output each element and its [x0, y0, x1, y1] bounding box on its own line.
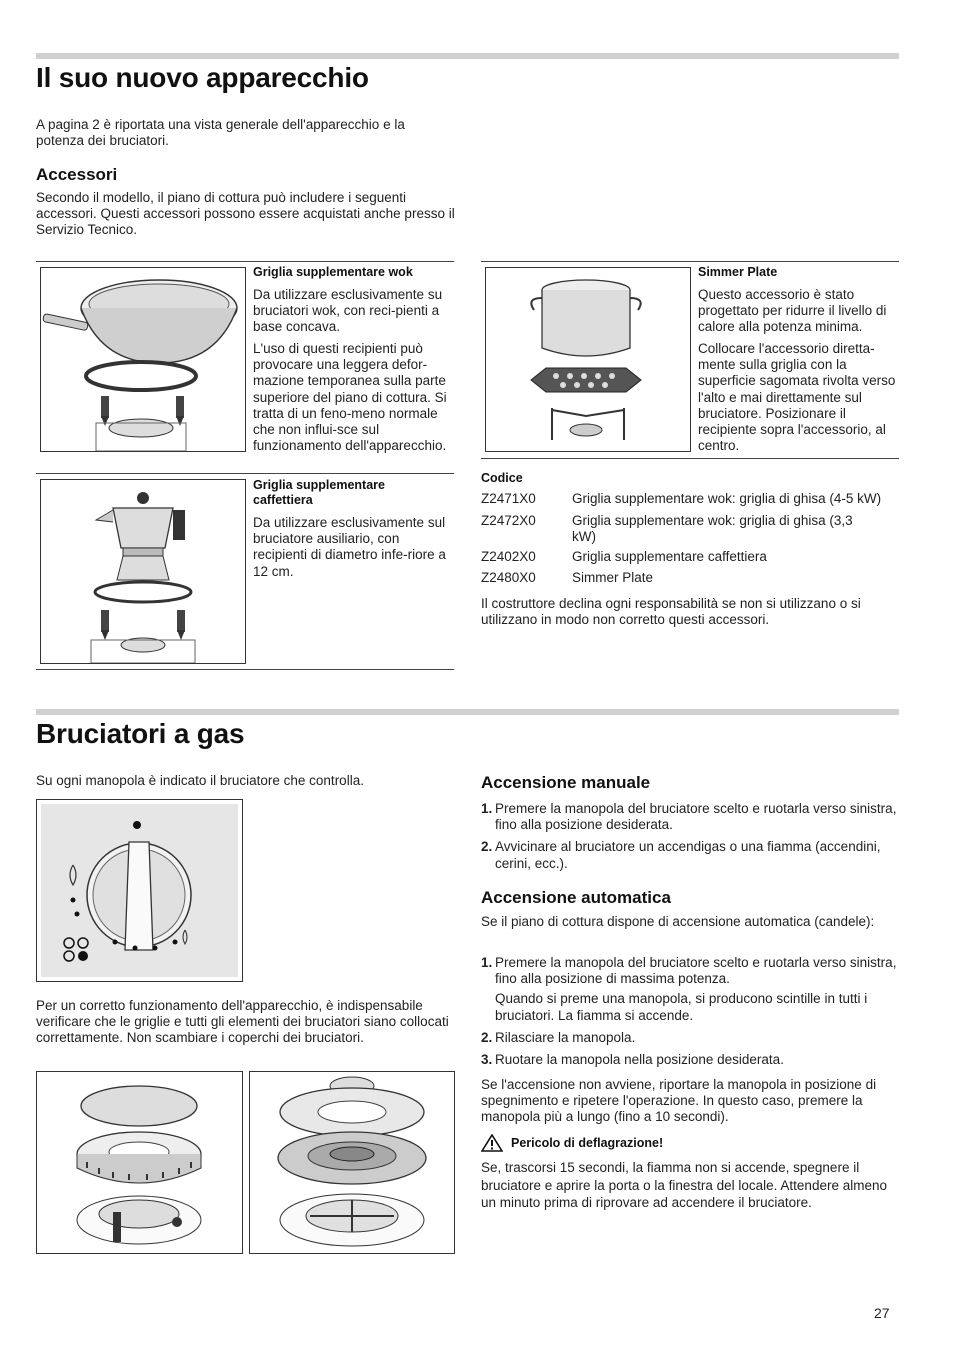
step-number: 1. — [481, 801, 493, 816]
wok-text-1: Da utilizzare esclusivamente su bruciatori wok, con reci-pienti a base concava. — [253, 287, 443, 335]
left-accessory-bottom-rule — [36, 669, 454, 670]
simmer-top-rule — [481, 261, 899, 262]
caffettiera-drawing — [41, 480, 245, 663]
knob-drawing — [37, 800, 242, 981]
codice-desc: Griglia supplementare wok: griglia di ghisa (3,3 kW) — [572, 513, 853, 545]
knob-illustration — [36, 799, 243, 982]
manuale-heading: Accensione manuale — [481, 773, 651, 792]
accessori-text: Secondo il modello, il piano di cottura può includere i seguenti accessori. Questi accessori possono essere acquistati anche presso il Servizio Tecnico. — [36, 190, 455, 238]
warning-text: Se, trascorsi 15 secondi, la fiamma non si accende, spegnere il bruciatore e aprire la porta o la finestra del locale. Attendere almeno un minuto prima di riprovare ad accendere il bruciatore. — [481, 1160, 887, 1210]
manuale-step — [481, 801, 901, 833]
codice-desc: Simmer Plate — [572, 570, 654, 585]
section-rule-bruciatori — [36, 709, 899, 715]
step-text: Avvicinare al bruciatore un accendigas o una fiamma (accendini, cerini, ecc.). — [495, 839, 881, 871]
automatica-step — [481, 1030, 901, 1046]
section-rule-top — [36, 53, 899, 59]
simmer-bottom-rule — [481, 458, 899, 459]
automatica-step — [481, 1052, 901, 1068]
codice-note: Il costruttore declina ogni responsabilità se non si utilizzano o si utilizzano in modo non corretto questi accessori. — [481, 596, 861, 628]
codice-code: Z2480X0 — [481, 570, 536, 585]
automatica-heading: Accensione automatica — [481, 888, 671, 907]
bruciatori-para2: Per un corretto funzionamento dell'apparecchio, è indispensabile verificare che le griglie e tutti gli elementi dei bruciatori siano collocati correttamente. Non scambiare i coperchi dei bruciatori. — [36, 998, 449, 1046]
codice-desc: Griglia supplementare wok: griglia di ghisa (4-5 kW) — [572, 491, 882, 506]
automatica-steps — [481, 955, 901, 1068]
caffettiera-title: Griglia supplementare caffettiera — [253, 478, 385, 507]
manuale-step — [481, 839, 901, 871]
codice-code: Z2472X0 — [481, 513, 536, 528]
caffettiera-top-rule — [36, 473, 454, 474]
automatica-step-extra — [481, 991, 901, 1023]
burner-drawing-2 — [250, 1072, 454, 1253]
automatica-step — [481, 955, 901, 987]
step-text: Rilasciare la manopola. — [495, 1029, 636, 1045]
step-text: Premere la manopola del bruciatore scelto e ruotarla verso sinistra, fino alla posizione desiderata. — [495, 801, 897, 833]
burner-drawing-1 — [37, 1072, 242, 1253]
step-number: 3. — [481, 1052, 493, 1068]
page-number: 27 — [874, 1305, 890, 1321]
wok-top-rule — [36, 261, 454, 262]
codice-code: Z2402X0 — [481, 549, 536, 564]
section-title-bruciatori: Bruciatori a gas — [36, 718, 245, 749]
simmer-title: Simmer Plate — [698, 265, 778, 279]
simmer-text-2: Collocare l'accessorio diretta-mente sulla griglia con la superficie sagomata rivolta verso l'alto e mai direttamente sul bruciatore. Posizionare il recipiente sopra l'accessorio, al centro. — [698, 341, 896, 454]
warning-title: Pericolo di deflagrazione! — [511, 1136, 664, 1150]
simmer-drawing — [486, 268, 690, 451]
manuale-steps — [481, 801, 901, 872]
warning-row — [481, 1134, 781, 1154]
wok-title: Griglia supplementare wok — [253, 265, 413, 279]
codice-heading: Codice — [481, 471, 523, 485]
step-number: 2. — [481, 839, 493, 855]
section-title-apparecchio: Il suo nuovo apparecchio — [36, 62, 369, 93]
caffettiera-illustration — [40, 479, 246, 664]
wok-text-2: L'uso di questi recipienti può provocare una leggera defor-mazione temporanea sulla parte superiore del piano di cottura. Si tratta di un feno-meno normale che non influi-sce sul funzionamento dell'apparecchio. — [253, 341, 447, 454]
step-number: 2. — [481, 1029, 493, 1045]
step-number: 1. — [481, 955, 493, 970]
warning-icon — [481, 1134, 503, 1152]
simmer-text-1: Questo accessorio è stato progettato per ridurre il livello di calore alla potenza minima. — [698, 287, 887, 335]
burner-exploded-illustration-1 — [36, 1071, 243, 1254]
automatica-after: Se l'accensione non avviene, riportare la manopola in posizione di spegnimento e ripetere l'operazione. In questo caso, premere la manopola più a lungo (fino a 10 secondi). — [481, 1077, 877, 1125]
wok-illustration — [40, 267, 246, 452]
step-extra-text: Quando si preme una manopola, si producono scintille in tutti i bruciatori. La fiamma si accende. — [495, 991, 868, 1023]
burner-exploded-illustration-2 — [249, 1071, 455, 1254]
step-text: Ruotare la manopola nella posizione desiderata. — [495, 1052, 784, 1068]
intro-text: A pagina 2 è riportata una vista generale dell'apparecchio e la potenza dei bruciatori. — [36, 117, 405, 149]
step-text: Premere la manopola del bruciatore scelto e ruotarla verso sinistra, fino alla posizione di massima potenza. — [495, 955, 897, 987]
simmer-plate-illustration — [485, 267, 691, 452]
accessori-heading: Accessori — [36, 165, 118, 184]
bruciatori-intro: Su ogni manopola è indicato il bruciatore che controlla. — [36, 773, 364, 788]
automatica-intro: Se il piano di cottura dispone di accensione automatica (candele): — [481, 914, 875, 929]
codice-table — [481, 491, 901, 591]
wok-drawing — [41, 268, 245, 451]
codice-code: Z2471X0 — [481, 491, 536, 506]
codice-desc: Griglia supplementare caffettiera — [572, 549, 767, 564]
caffettiera-text: Da utilizzare esclusivamente sul bruciatore ausiliario, con recipienti di diametro infe-riore a 12 cm. — [253, 515, 446, 579]
